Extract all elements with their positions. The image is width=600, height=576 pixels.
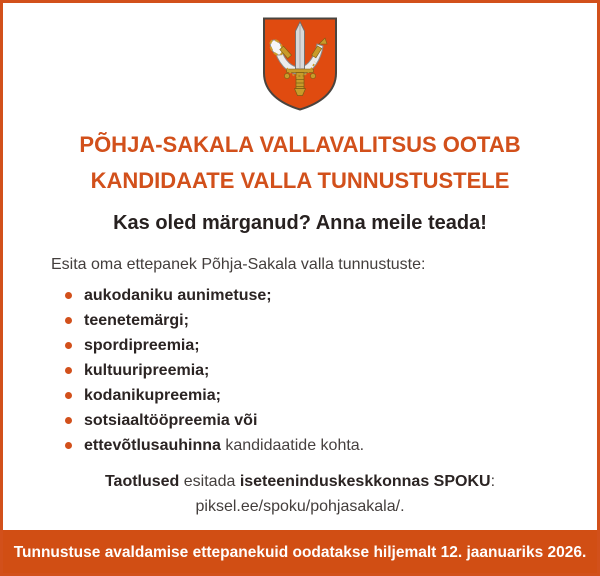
list-item <box>65 358 597 383</box>
award-label: sotsiaaltööpreemia või <box>84 412 258 429</box>
footer-deadline-text: Tunnustuse avaldamise ettepanekuid oodatakse hiljemalt 12. jaanuariks 2026. <box>13 544 587 561</box>
bullet-icon <box>65 342 72 349</box>
application-colon: : <box>490 473 496 490</box>
award-label: kodanikupreemia; <box>84 387 221 404</box>
crest-container <box>3 3 597 112</box>
award-label: spordipreemia; <box>84 337 200 354</box>
title-line-2: KANDIDAATE VALLA TUNNUSTUSTELE <box>90 168 510 193</box>
list-item <box>65 383 597 408</box>
list-item <box>65 408 597 433</box>
list-item <box>65 433 597 458</box>
footer-banner <box>0 530 600 576</box>
application-bold-2: iseteeninduskeskkonnas SPOKU <box>239 473 491 490</box>
award-label: kultuuripreemia; <box>84 362 210 379</box>
intro-text: Esita oma ettepanek Põhja-Sakala valla tunnustuste: <box>51 256 426 273</box>
award-label: ettevõtlusauhinna <box>84 437 221 454</box>
award-label: teenetemärgi; <box>84 312 189 329</box>
award-label: aukodaniku aunimetuse; <box>84 287 272 304</box>
bullet-icon <box>65 292 72 299</box>
list-item <box>65 283 597 308</box>
application-info <box>3 469 597 519</box>
bullet-icon <box>65 417 72 424</box>
coat-of-arms-icon <box>261 16 339 112</box>
award-list <box>65 283 597 458</box>
award-suffix: kandidaatide kohta. <box>220 437 365 454</box>
title-line-1: PÕHJA-SAKALA VALLAVALITSUS OOTAB <box>79 132 521 157</box>
application-line <box>3 469 597 494</box>
application-bold-1: Taotlused <box>104 473 180 490</box>
bullet-icon <box>65 367 72 374</box>
list-item <box>65 333 597 358</box>
application-url: piksel.ee/spoku/pohjasakala/. <box>195 498 405 515</box>
application-regular: esitada <box>179 473 240 490</box>
bullet-icon <box>65 392 72 399</box>
bullet-icon <box>65 442 72 449</box>
page-title <box>3 127 597 199</box>
bullet-icon <box>65 317 72 324</box>
subtitle: Kas oled märganud? Anna meile teada! <box>113 212 487 234</box>
list-item <box>65 308 597 333</box>
